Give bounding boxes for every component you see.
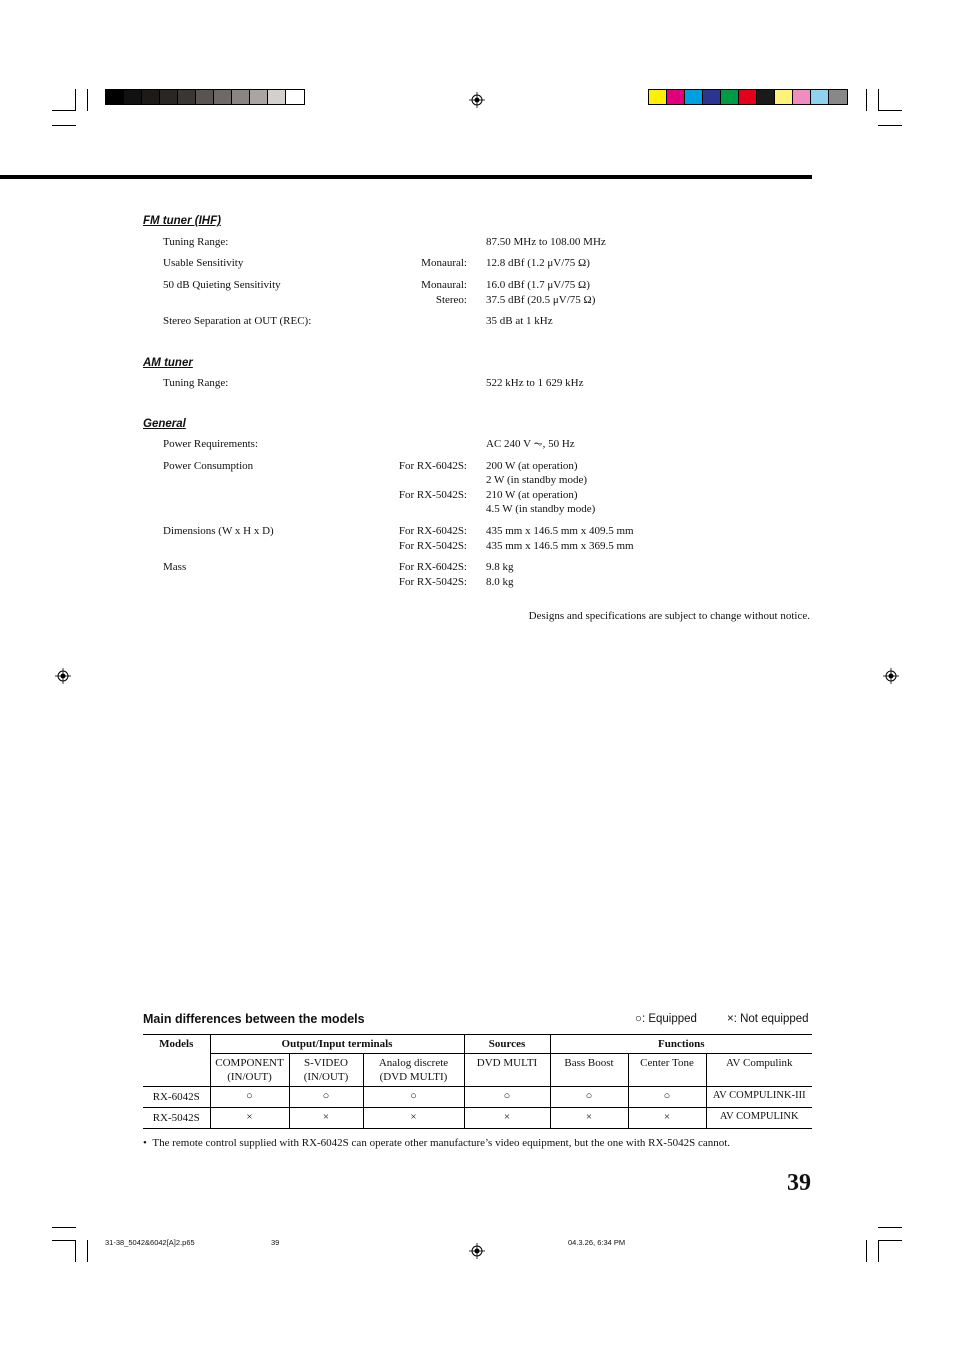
fm-separation-value: 35 dB at 1 kHz — [486, 315, 553, 327]
differences-title: Main differences between the models — [143, 1012, 365, 1026]
slug-page: 39 — [271, 1238, 280, 1247]
color-swatch — [106, 90, 124, 104]
color-swatch — [811, 90, 829, 104]
color-swatch — [685, 90, 703, 104]
dimensions-5042-mode: For RX-5042S: — [398, 540, 467, 552]
bass-cell: ○ — [550, 1087, 628, 1108]
center-cell: × — [628, 1108, 706, 1129]
dvd-cell: ○ — [464, 1087, 550, 1108]
consumption-5042-mode: For RX-5042S: — [398, 489, 467, 501]
fm-quieting-mono-mode: Monaural: — [421, 279, 467, 291]
color-swatch — [196, 90, 214, 104]
fm-usable-mode: Monaural: — [421, 257, 467, 269]
fm-tuning-range-label: Tuning Range: — [163, 236, 229, 248]
header-functions: Functions — [550, 1035, 812, 1054]
component-cell: × — [210, 1108, 289, 1129]
bullet-icon: • — [143, 1137, 153, 1149]
fm-separation-label: Stereo Separation at OUT (REC): — [163, 315, 312, 327]
differences-table — [143, 1034, 812, 1129]
color-swatch — [739, 90, 757, 104]
am-tuning-range-value: 522 kHz to 1 629 kHz — [486, 377, 584, 389]
color-swatch — [721, 90, 739, 104]
color-swatch — [160, 90, 178, 104]
power-consumption-label: Power Consumption — [163, 460, 254, 472]
color-swatch — [142, 90, 160, 104]
color-swatch — [793, 90, 811, 104]
fm-quieting-label: 50 dB Quieting Sensitivity — [163, 279, 281, 291]
table-row — [143, 1087, 812, 1108]
dimensions-6042-mode: For RX-6042S: — [398, 525, 467, 537]
color-swatch — [286, 90, 304, 104]
fm-tuner-title: FM tuner (IHF) — [143, 215, 221, 227]
mass-6042-value: 9.8 kg — [486, 561, 514, 573]
registration-target-icon — [469, 92, 485, 108]
fm-quieting-stereo-value: 37.5 dBf (20.5 μV/75 Ω) — [486, 294, 596, 306]
registration-target-icon — [469, 1243, 485, 1259]
fm-usable-value: 12.8 dBf (1.2 μV/75 Ω) — [486, 257, 590, 269]
slug-filename: 31-38_5042&6042[A]2.p65 — [105, 1238, 195, 1247]
header-terminals: Output/Input terminals — [210, 1035, 464, 1054]
spec-change-notice: Designs and specifications are subject to change without notice. — [528, 610, 810, 622]
dimensions-label: Dimensions (W x H x D) — [163, 525, 274, 537]
dvd-cell: × — [464, 1108, 550, 1129]
header-sources: Sources — [464, 1035, 550, 1054]
svideo-cell: ○ — [289, 1087, 363, 1108]
subheader-svideo: S-VIDEO (IN/OUT) — [289, 1054, 363, 1087]
am-tuning-range-label: Tuning Range: — [163, 377, 229, 389]
consumption-6042-standby: 2 W (in standby mode) — [486, 474, 588, 486]
compulink-cell: AV COMPULINK-III — [706, 1087, 812, 1108]
dimensions-6042-value: 435 mm x 146.5 mm x 409.5 mm — [486, 525, 634, 537]
bass-cell: × — [550, 1108, 628, 1129]
fm-quieting-mono-value: 16.0 dBf (1.7 μV/75 Ω) — [486, 279, 590, 291]
color-swatch — [667, 90, 685, 104]
registration-target-icon — [55, 668, 71, 684]
power-requirements-label: Power Requirements: — [163, 438, 259, 450]
color-swatch — [124, 90, 142, 104]
color-swatch — [757, 90, 775, 104]
color-swatch — [214, 90, 232, 104]
footnote-text: The remote control supplied with RX-6042S can operate other manufacture’s video equipment, but the one with RX-5042S cannot. — [152, 1137, 731, 1149]
subheader-component: COMPONENT (IN/OUT) — [210, 1054, 289, 1087]
header-rule — [0, 175, 812, 179]
mass-5042-mode: For RX-5042S: — [398, 576, 467, 588]
mass-6042-mode: For RX-6042S: — [398, 561, 467, 573]
table-row — [143, 1108, 812, 1129]
legend-not-equipped: ×: Not equipped — [727, 1013, 809, 1025]
mass-label: Mass — [163, 561, 187, 573]
power-requirements-value: AC 240 V ⏦, 50 Hz — [486, 438, 575, 450]
color-swatch — [703, 90, 721, 104]
subheader-dvd-multi: DVD MULTI — [464, 1054, 550, 1087]
analog-cell: × — [363, 1108, 464, 1129]
legend-equipped: ○: Equipped — [635, 1013, 697, 1025]
am-tuner-title: AM tuner — [143, 357, 193, 369]
dimensions-5042-value: 435 mm x 146.5 mm x 369.5 mm — [486, 540, 634, 552]
general-title: General — [143, 418, 186, 430]
color-swatch — [250, 90, 268, 104]
fm-quieting-stereo-mode: Stereo: — [435, 294, 467, 306]
color-swatch — [775, 90, 793, 104]
consumption-5042-operation: 210 W (at operation) — [486, 489, 578, 501]
color-swatch — [268, 90, 286, 104]
process-color-bar — [648, 89, 848, 105]
subheader-analog: Analog discrete (DVD MULTI) — [363, 1054, 464, 1087]
color-swatch — [649, 90, 667, 104]
slug-date: 04.3.26, 6:34 PM — [568, 1238, 626, 1247]
consumption-6042-mode: For RX-6042S: — [398, 460, 467, 472]
compulink-cell: AV COMPULINK — [706, 1108, 812, 1129]
header-models: Models — [143, 1035, 210, 1087]
subheader-av-compulink: AV Compulink — [706, 1054, 812, 1087]
model-cell: RX-5042S — [143, 1108, 210, 1129]
consumption-5042-standby: 4.5 W (in standby mode) — [486, 503, 596, 515]
page-number: 39 — [787, 1170, 811, 1196]
fm-usable-sensitivity-label: Usable Sensitivity — [163, 257, 244, 269]
registration-target-icon — [883, 668, 899, 684]
footnote — [143, 1136, 823, 1151]
subheader-center-tone: Center Tone — [628, 1054, 706, 1087]
center-cell: ○ — [628, 1087, 706, 1108]
consumption-6042-operation: 200 W (at operation) — [486, 460, 578, 472]
color-swatch — [232, 90, 250, 104]
color-swatch — [829, 90, 847, 104]
color-swatch — [178, 90, 196, 104]
grayscale-color-bar — [105, 89, 305, 105]
model-cell: RX-6042S — [143, 1087, 210, 1108]
svideo-cell: × — [289, 1108, 363, 1129]
mass-5042-value: 8.0 kg — [486, 576, 514, 588]
fm-tuning-range-value: 87.50 MHz to 108.00 MHz — [486, 236, 606, 248]
component-cell: ○ — [210, 1087, 289, 1108]
subheader-bass-boost: Bass Boost — [550, 1054, 628, 1087]
analog-cell: ○ — [363, 1087, 464, 1108]
